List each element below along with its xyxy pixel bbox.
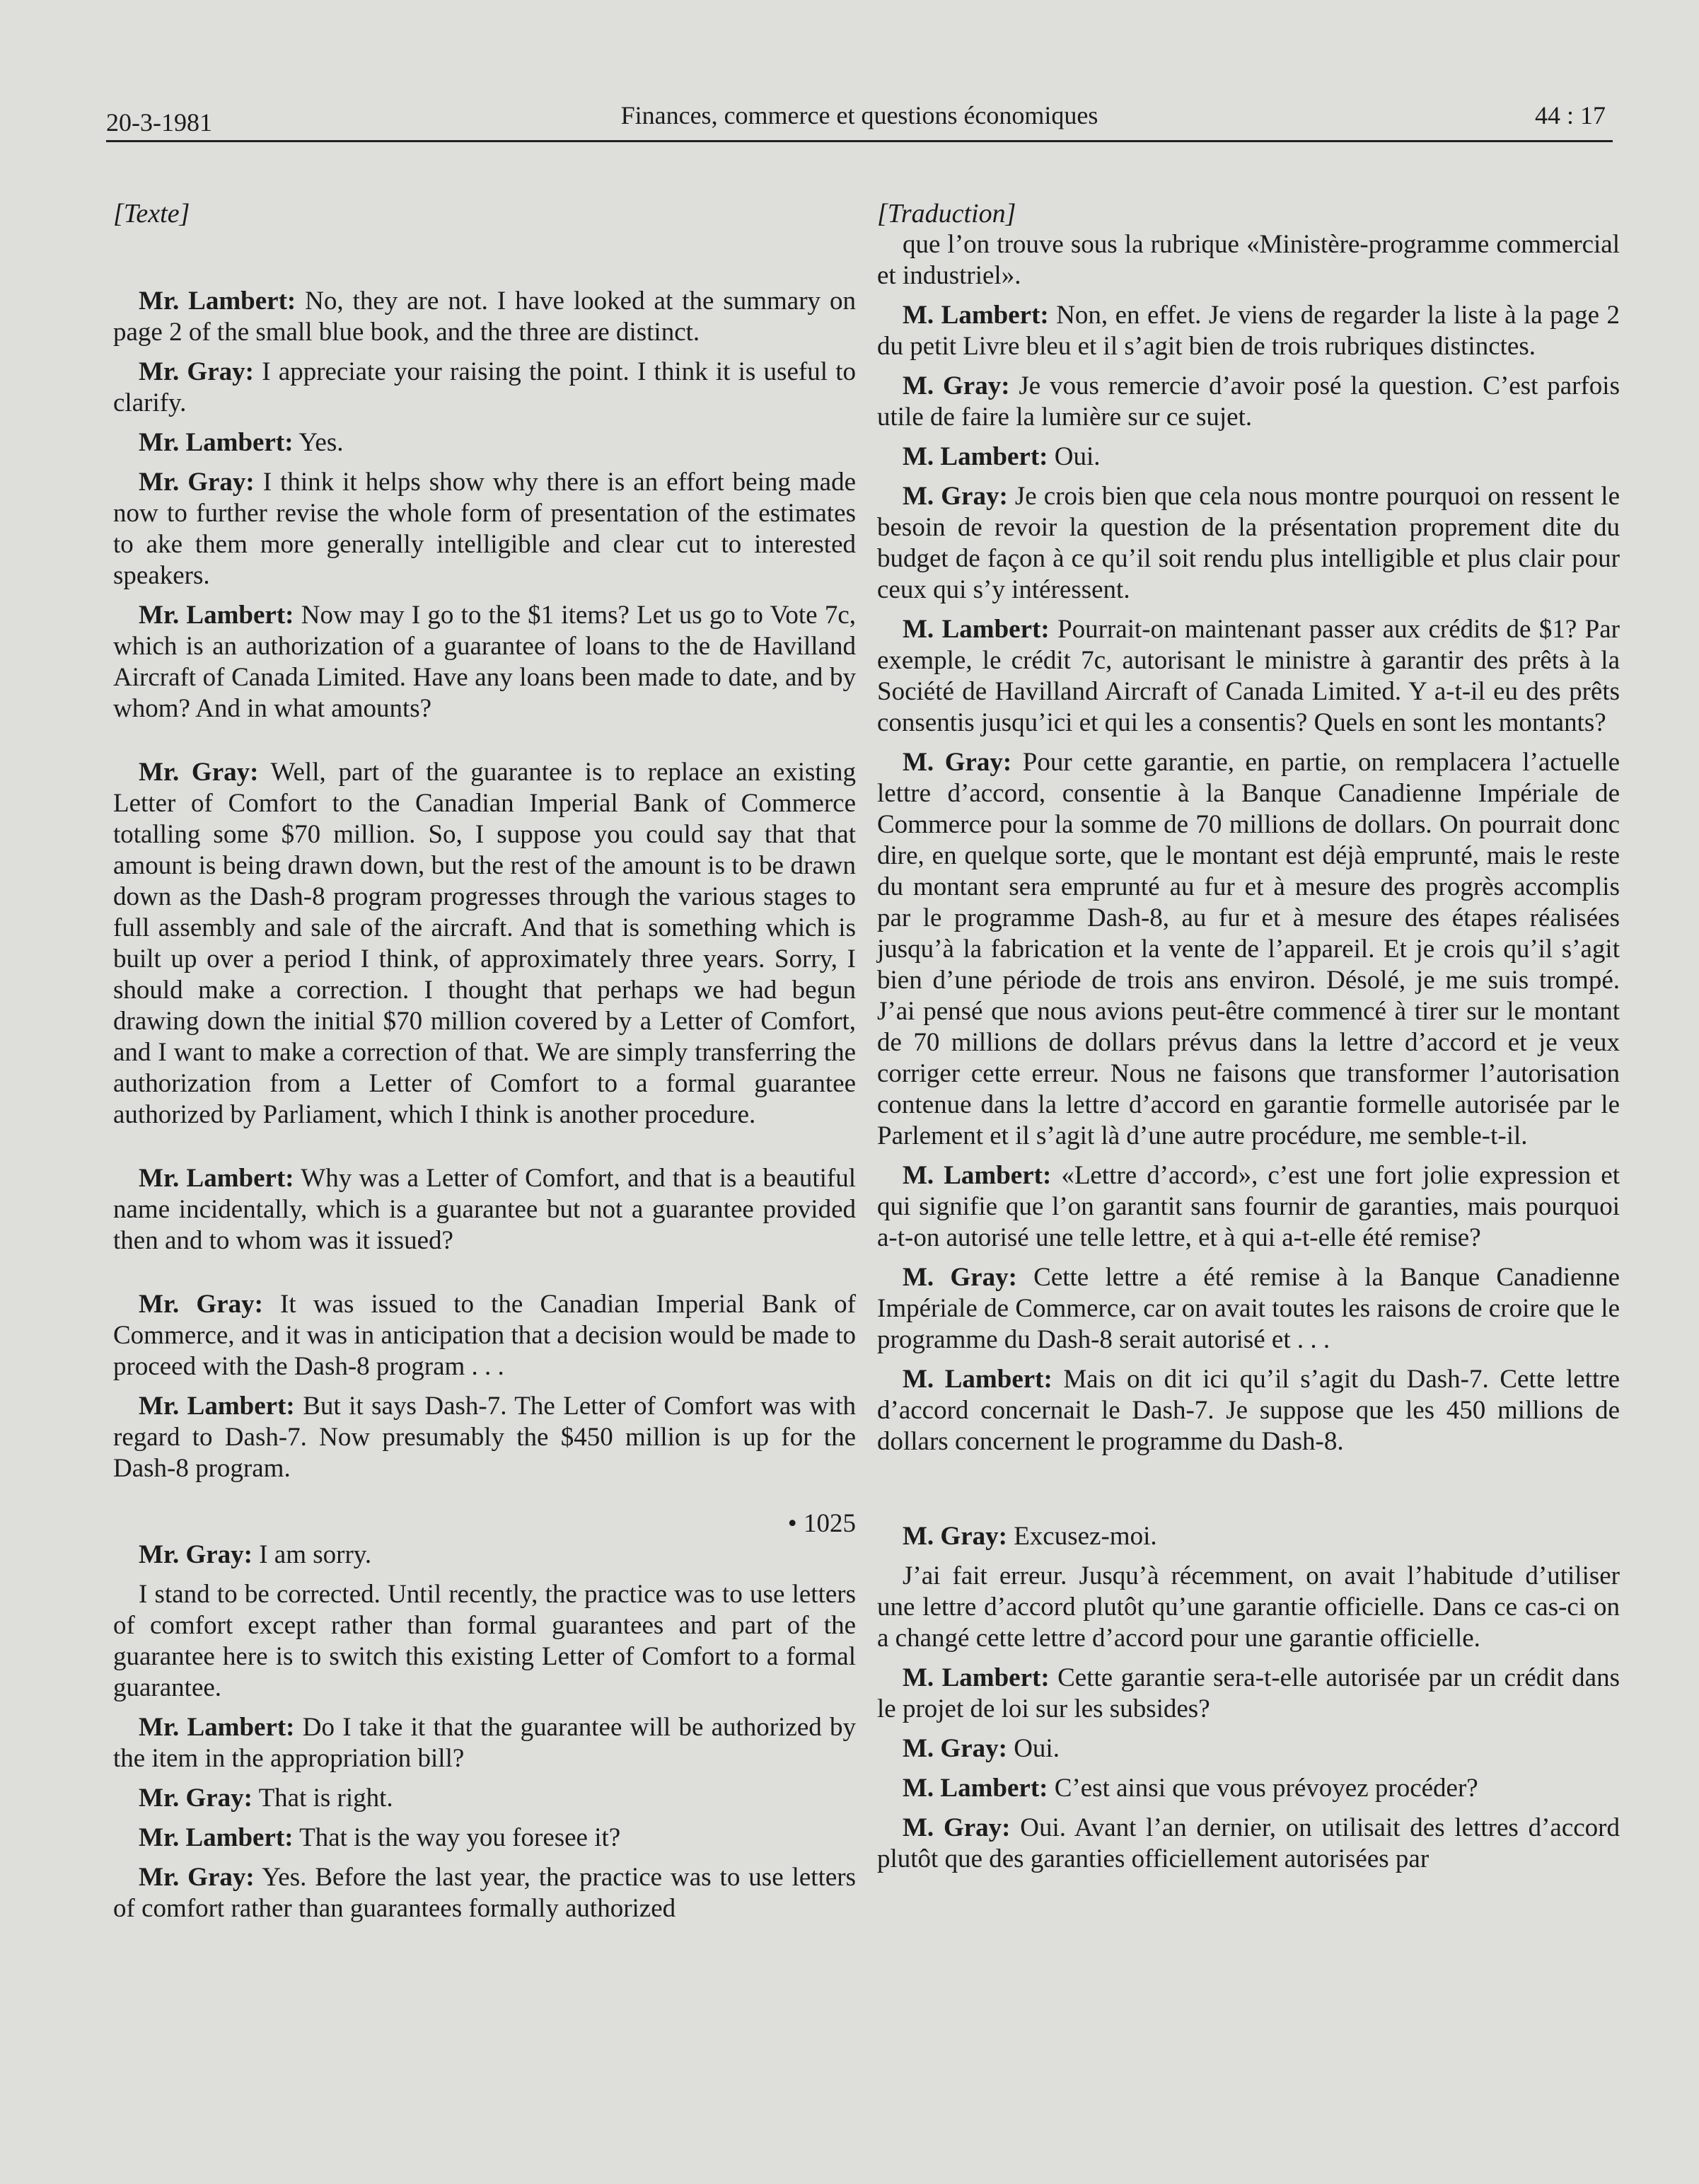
speaker-name: Mr. Gray:: [139, 468, 255, 497]
speaker-name: Mr. Gray:: [139, 758, 259, 787]
paragraph: [877, 229, 1620, 291]
paragraph-text: J’ai fait erreur. Jusqu’à récemment, on avait l’habitude d’utiliser une lettre d’accord plutôt qu’une garantie officielle. Dans ce cas-ci on a changé cette lettre d’accord pour une garantie officielle.: [877, 1561, 1620, 1653]
paragraph: [113, 1579, 856, 1704]
paragraph: [113, 1539, 856, 1571]
speaker-name: M. Lambert:: [903, 615, 1050, 644]
speaker-name: M. Gray:: [903, 1522, 1007, 1551]
speaker-name: M. Lambert:: [903, 1663, 1050, 1692]
header-page-number: 44 : 17: [1534, 101, 1606, 129]
paragraph-text: But it says Dash-7. The Letter of Comfort was with regard to Dash-7. Now presumably the $450 million is up for the Dash-8 program.: [113, 1392, 856, 1483]
paragraph: [877, 371, 1620, 433]
speaker-name: Mr. Lambert:: [139, 601, 294, 630]
paragraph-text: Oui.: [1048, 442, 1101, 471]
speaker-name: Mr. Lambert:: [139, 287, 296, 316]
paragraph-text: I think it helps show why there is an effort being made now to further revise the whole form of presentation of the estimates to ake them more generally intelligible and clear cut to interested speakers.: [113, 468, 856, 590]
paragraph-text: Yes.: [293, 428, 344, 457]
time-marker: • 1025: [787, 1509, 856, 1538]
french-column: [877, 198, 1620, 1875]
paragraph: [113, 1822, 856, 1854]
speaker-name: M. Gray:: [903, 1263, 1017, 1292]
paragraph-text: Excusez-moi.: [1007, 1522, 1157, 1551]
speaker-name: Mr. Gray:: [139, 1540, 253, 1569]
paragraph: [113, 357, 856, 419]
speaker-name: Mr. Gray:: [139, 1290, 263, 1319]
paragraph-text: Yes. Before the last year, the practice was to use letters of comfort rather than guarantees formally authorized: [113, 1863, 856, 1923]
paragraph-text: That is the way you foresee it?: [293, 1823, 621, 1852]
paragraph: [877, 1813, 1620, 1875]
paragraph-text: Well, part of the guarantee is to replace an existing Letter of Comfort to the Canadian Imperial Bank of Commerce totalling some $70 million. So, I suppose you could say that that amount is being drawn down, but the rest of the amount is to be drawn down as the Dash-8 program progresses through the various stages to full assembly and sale of the aircraft. And that is something which is built up over a period I think, of approximately three years. Sorry, I should make a correction. I thought that perhaps we had begun drawing down the initial $70 million covered by a Letter of Comfort, and I want to make a correction of that. We are simply transferring the authorization from a Letter of Comfort to a formal guarantee authorized by Parliament, which I think is another procedure.: [113, 758, 856, 1129]
speaker-name: Mr. Lambert:: [139, 1823, 294, 1852]
paragraph: [113, 1862, 856, 1924]
speaker-name: M. Gray:: [903, 482, 1008, 511]
header-title: Finances, commerce et questions économiques: [620, 101, 1098, 129]
speaker-name: Mr. Lambert:: [139, 1713, 295, 1742]
paragraph-text: That is right.: [252, 1784, 393, 1813]
paragraph-text: Why was a Letter of Comfort, and that is a beautiful name incidentally, which is a guarantee but not a guarantee provided then and to whom was it issued?: [113, 1164, 856, 1255]
speaker-name: M. Gray:: [903, 1734, 1007, 1763]
speaker-name: M. Lambert:: [903, 442, 1048, 471]
paragraph: [113, 1163, 856, 1256]
paragraph-text: Pourrait-on maintenant passer aux crédits de $1? Par exemple, le crédit 7c, autorisant le ministre à garantir des prêts à la Société de Havilland Aircraft of Canada Limited. Y a-t-il eu des prêts consentis jusqu’ici et qui les a consentis? Quels en sont les montants?: [877, 615, 1620, 737]
paragraph-text: Non, en effet. Je viens de regarder la liste à la page 2 du petit Livre bleu et il s’agit bien de trois rubriques distinctes.: [877, 301, 1620, 361]
paragraph: [877, 1521, 1620, 1552]
paragraph: [113, 467, 856, 591]
paragraph: [877, 1773, 1620, 1804]
speaker-name: M. Lambert:: [903, 301, 1049, 330]
paragraph: [877, 1364, 1620, 1457]
column-label-traduction: [Traduction]: [877, 199, 1016, 229]
paragraph-text: Pour cette garantie, en partie, on remplacera l’actuelle lettre d’accord, consentie à la Banque Canadienne Impériale de Commerce pour la somme de 70 millions de dollars. On pourrait donc dire, en quelque sorte, que le montant est déjà emprunté, mais le reste du montant sera emprunté au fur et à mesure des progrès accomplis par le programme Dash-8, au fur et à mesure des étapes réalisées jusqu’à la fabrication et la vente de l’appareil. Et je crois qu’il s’agit bien d’une période de trois ans environ. Désolé, je me suis trompé. J’ai pensé que nous avions peut-être commencé à tirer sur le montant de 70 millions de dollars prévus dans la lettre d’accord et je veux corriger cette erreur. Nous ne faisons que transformer l’autorisation contenue dans la lettre d’accord en garantie formelle autorisée par le Parlement et il s’agit là d’une autre procédure, me semble-t-il.: [877, 748, 1620, 1150]
paragraph: [877, 614, 1620, 739]
paragraph: [113, 427, 856, 458]
paragraph-text: Je vous remercie d’avoir posé la question. C’est parfois utile de faire la lumière sur ce sujet.: [877, 371, 1620, 432]
paragraph: [113, 286, 856, 348]
paragraph: [877, 1561, 1620, 1654]
speaker-name: M. Gray:: [903, 1813, 1011, 1842]
paragraph: [113, 1712, 856, 1774]
paragraph: [877, 1160, 1620, 1254]
paragraph: [113, 1783, 856, 1814]
paragraph: [113, 757, 856, 1131]
paragraph: [877, 441, 1620, 473]
paragraph-text: Oui.: [1007, 1734, 1060, 1763]
paragraph: [877, 300, 1620, 362]
column-label-texte: [Texte]: [113, 199, 190, 229]
paragraph-text: Do I take it that the guarantee will be authorized by the item in the appropriation bill?: [113, 1713, 856, 1773]
speaker-name: Mr. Gray:: [139, 1863, 255, 1892]
paragraph-text: Now may I go to the $1 items? Let us go to Vote 7c, which is an authorization of a guarantee of loans to the de Havilland Aircraft of Canada Limited. Have any loans been made to date, and by whom? And in what amounts?: [113, 601, 857, 723]
paragraph-text: C’est ainsi que vous prévoyez procéder?: [1048, 1774, 1478, 1803]
speaker-name: Mr. Lambert:: [139, 1392, 295, 1421]
speaker-name: M. Gray:: [903, 748, 1012, 777]
header-date: 20-3-1981: [106, 108, 212, 137]
paragraph: [113, 600, 856, 724]
paragraph-text: I appreciate your raising the point. I think it is useful to clarify.: [113, 357, 856, 417]
paragraph-text: que l’on trouve sous la rubrique «Ministère-programme commercial et industriel».: [877, 230, 1620, 290]
speaker-name: M. Lambert:: [903, 1774, 1048, 1803]
paragraph-text: It was issued to the Canadian Imperial Bank of Commerce, and it was in anticipation that a decision would be made to proceed with the Dash-8 program . . .: [113, 1290, 856, 1381]
paragraph-text: No, they are not. I have looked at the summary on page 2 of the small blue book, and the three are distinct.: [113, 287, 857, 347]
paragraph-text: Cette garantie sera-t-elle autorisée par un crédit dans le projet de loi sur les subsides?: [877, 1663, 1620, 1723]
paragraph: [113, 1391, 856, 1484]
paragraph-text: Mais on dit ici qu’il s’agit du Dash-7. Cette lettre d’accord concernait le Dash-7. Je suppose que les 450 millions de dollars concernent le programme du Dash-8.: [877, 1365, 1620, 1456]
english-column: [113, 198, 856, 1924]
speaker-name: Mr. Gray:: [139, 357, 254, 386]
speaker-name: M. Gray:: [903, 371, 1010, 400]
paragraph-text: Oui. Avant l’an dernier, on utilisait des lettres d’accord plutôt que des garanties officiellement autorisées par: [877, 1813, 1620, 1873]
paragraph-text: I stand to be corrected. Until recently, the practice was to use letters of comfort except rather than formal guarantees and part of the guarantee here is to switch this existing Letter of Comfort to a formal guarantee.: [113, 1580, 856, 1702]
paragraph: [877, 1733, 1620, 1764]
paragraph: [877, 747, 1620, 1152]
speaker-name: Mr. Gray:: [139, 1784, 253, 1813]
paragraph: [877, 481, 1620, 606]
paragraph-text: «Lettre d’accord», c’est une fort jolie expression et qui signifie que l’on garantit sans fournir de garanties, mais pourquoi a-t-on autorisé une telle lettre, et à qui a-t-elle été remise?: [877, 1161, 1620, 1252]
paragraph-text: Je crois bien que cela nous montre pourquoi on ressent le besoin de revoir la question de la présentation proprement dite du budget de façon à ce qu’il soit rendu plus intelligible et plus clair pour ceux qui s’y intéressent.: [877, 482, 1620, 604]
speaker-name: Mr. Lambert:: [139, 1164, 294, 1193]
speaker-name: M. Lambert:: [903, 1161, 1052, 1190]
paragraph: [113, 1289, 856, 1382]
page-header: [106, 91, 1613, 142]
speaker-name: Mr. Lambert:: [139, 428, 294, 457]
paragraph-text: I am sorry.: [252, 1540, 372, 1569]
speaker-name: M. Lambert:: [903, 1365, 1053, 1394]
paragraph: [877, 1663, 1620, 1725]
paragraph-text: Cette lettre a été remise à la Banque Canadienne Impériale de Commerce, car on avait toutes les raisons de croire que le programme du Dash-8 serait autorisé et . . .: [877, 1263, 1620, 1354]
paragraph: [877, 1262, 1620, 1356]
